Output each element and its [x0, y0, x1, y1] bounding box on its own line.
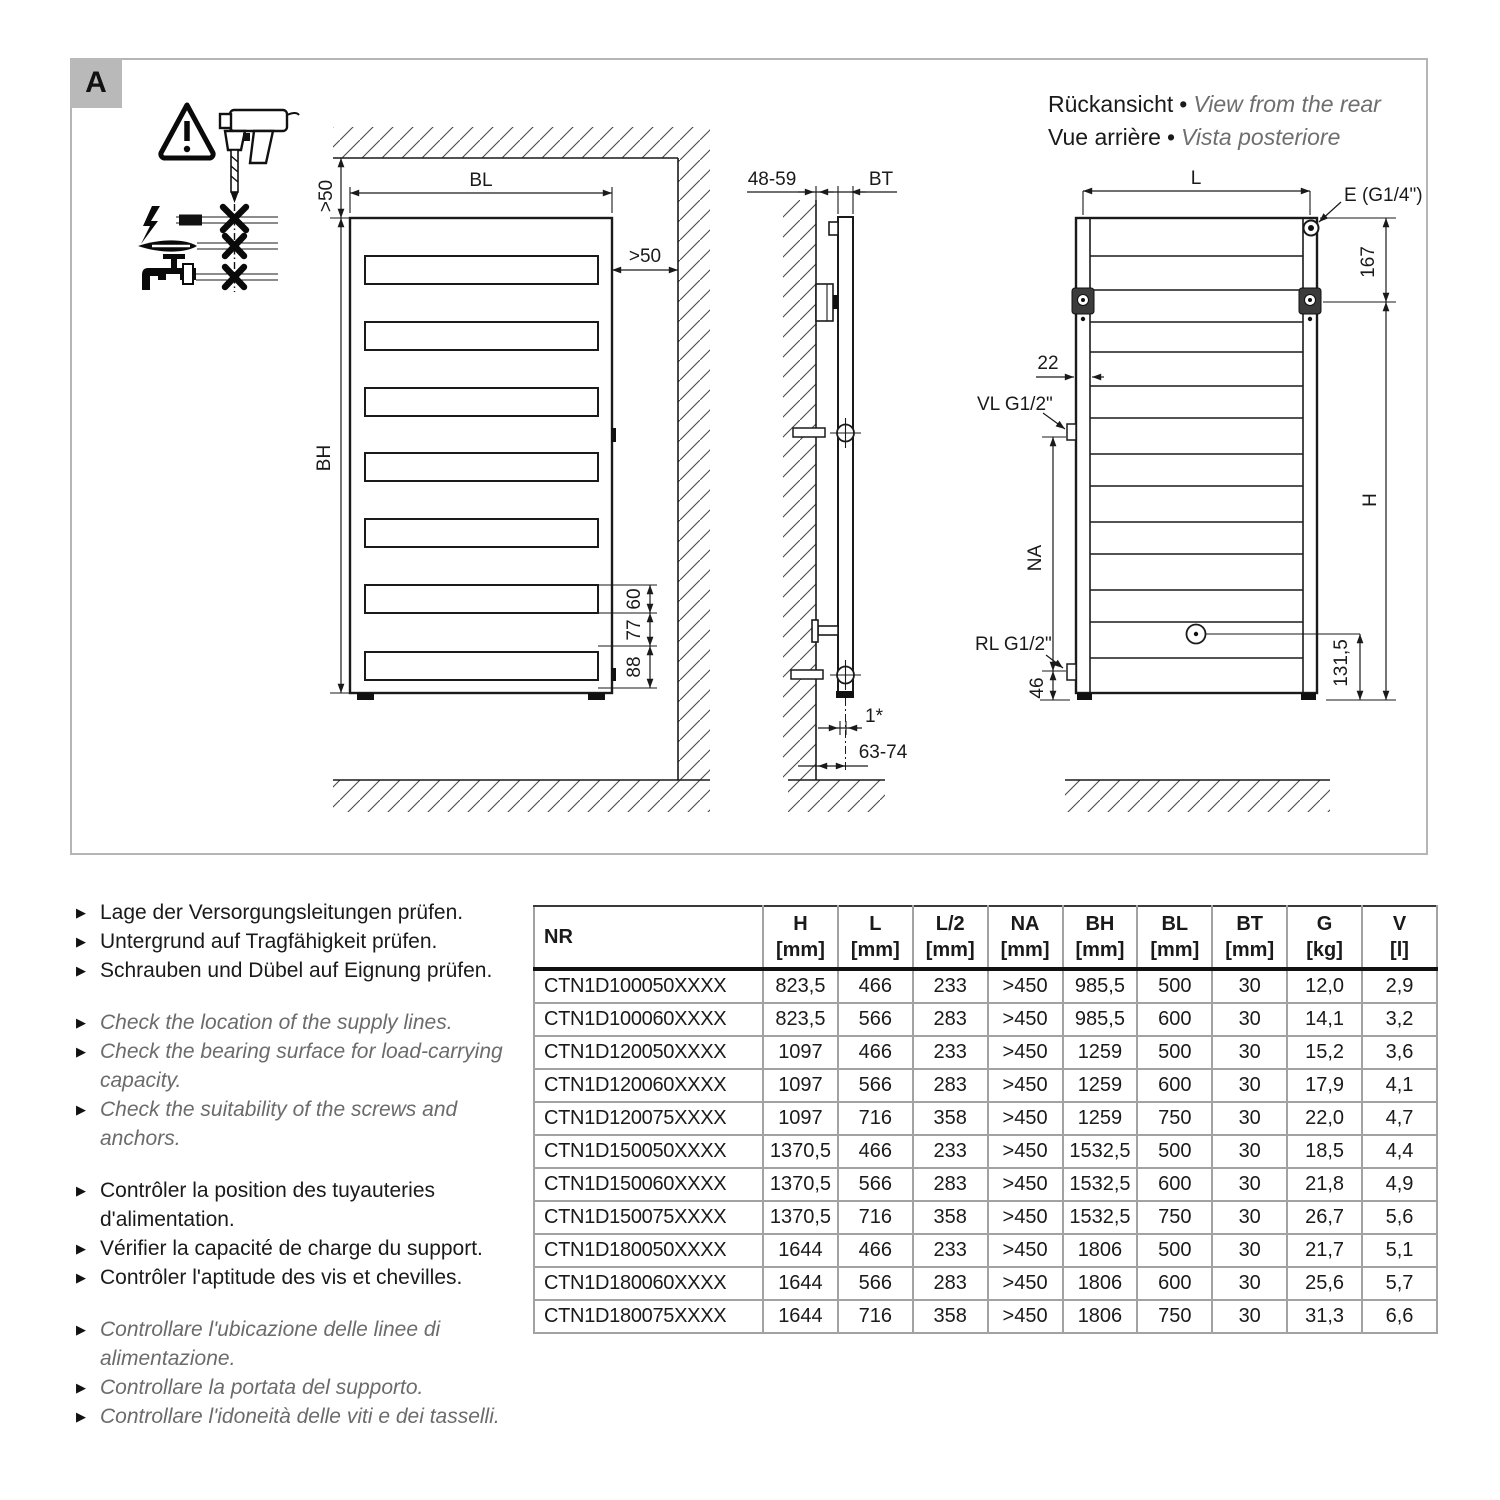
table-cell: 4,4 [1362, 1135, 1437, 1168]
table-header-bl: BL [mm] [1137, 906, 1212, 969]
table-row [534, 1102, 1437, 1135]
table-cell: 1806 [1063, 1300, 1138, 1333]
instruction-item [76, 1037, 528, 1095]
table-cell: 30 [1212, 1069, 1287, 1102]
table-cell: 358 [913, 1300, 988, 1333]
table-header-bt: BT [mm] [1212, 906, 1287, 969]
instruction-item [76, 1373, 528, 1402]
table-cell: 358 [913, 1201, 988, 1234]
table-cell: 30 [1212, 1201, 1287, 1234]
dim-60: 60 [624, 588, 645, 610]
instruction-text: Controllare la portata del supporto. [100, 1376, 424, 1399]
dim-131-5: 131,5 [1331, 639, 1352, 687]
table-cell: 1370,5 [763, 1201, 838, 1234]
table-cell: >450 [988, 1135, 1063, 1168]
table-cell: 6,6 [1362, 1300, 1437, 1333]
instruction-text: Untergrund auf Tragfähigkeit prüfen. [100, 930, 438, 953]
table-cell-nr: CTN1D100050XXXX [534, 969, 763, 1003]
bullet-triangle-icon: ▶ [76, 1102, 86, 1117]
table-cell: 823,5 [763, 969, 838, 1003]
rear-view [975, 168, 1423, 812]
table-cell: >450 [988, 1102, 1063, 1135]
table-cell: 466 [838, 1036, 913, 1069]
table-cell: 5,6 [1362, 1201, 1437, 1234]
electric-line-icon [141, 206, 278, 244]
table-cell: >450 [988, 1300, 1063, 1333]
table-cell: >450 [988, 1003, 1063, 1036]
table-cell: 1532,5 [1063, 1201, 1138, 1234]
no-drill-x-marks [223, 207, 246, 287]
table-cell: 1259 [1063, 1102, 1138, 1135]
instruction-item [76, 1008, 528, 1037]
instruction-text: Contrôler l'aptitude des vis et chevilles. [100, 1266, 463, 1289]
side-view [747, 169, 908, 812]
table-cell: 30 [1212, 1003, 1287, 1036]
instruction-text: Contrôler la position des tuyauteries d'alimentation. [100, 1179, 436, 1231]
dim-46: 46 [1027, 677, 1048, 699]
table-cell: 30 [1212, 1267, 1287, 1300]
table-cell-nr: CTN1D120075XXXX [534, 1102, 763, 1135]
dim-48-59: 48-59 [747, 169, 797, 190]
panel-a-label: A [70, 58, 122, 108]
table-cell: 358 [913, 1102, 988, 1135]
instruction-item [76, 956, 528, 985]
table-cell: 566 [838, 1168, 913, 1201]
instruction-text: Lage der Versorgungsleitungen prüfen. [100, 901, 464, 924]
bullet-triangle-icon: ▶ [76, 1270, 86, 1285]
technical-drawing [72, 60, 1426, 853]
dim-e-valve: E (G1/4") [1344, 185, 1423, 206]
caption-en: View from the rear [1193, 91, 1381, 117]
table-cell: 283 [913, 1267, 988, 1300]
table-header-l: L [mm] [838, 906, 913, 969]
table-header-l2: L/2 [mm] [913, 906, 988, 969]
table-cell: 466 [838, 969, 913, 1003]
dim-167: 167 [1358, 246, 1379, 278]
table-header-bh: BH [mm] [1063, 906, 1138, 969]
caption-de: Rückansicht [1048, 91, 1174, 117]
table-cell: 716 [838, 1300, 913, 1333]
table-cell: 17,9 [1287, 1069, 1362, 1102]
bullet-triangle-icon: ▶ [76, 1044, 86, 1059]
table-cell: 283 [913, 1003, 988, 1036]
instruction-item [76, 1315, 528, 1373]
table-cell: 600 [1137, 1003, 1212, 1036]
table-header-v: V [l] [1362, 906, 1437, 969]
table-row [534, 1036, 1437, 1069]
table-cell: 500 [1137, 1135, 1212, 1168]
table-cell-nr: CTN1D150075XXXX [534, 1201, 763, 1234]
table-cell: 30 [1212, 1234, 1287, 1267]
table-cell: 985,5 [1063, 969, 1138, 1003]
table-cell: 1532,5 [1063, 1168, 1138, 1201]
table-cell: 26,7 [1287, 1201, 1362, 1234]
dim-88: 88 [624, 656, 645, 678]
bullet-triangle-icon: ▶ [76, 1015, 86, 1030]
table-cell: >450 [988, 1234, 1063, 1267]
instruction-text: Controllare l'idoneità delle viti e dei tasselli. [100, 1405, 500, 1428]
instruction-item [76, 1095, 528, 1153]
table-cell: 1532,5 [1063, 1135, 1138, 1168]
drill-icon [220, 110, 299, 203]
table-cell: 466 [838, 1234, 913, 1267]
table-row [534, 1135, 1437, 1168]
table-cell: >450 [988, 1267, 1063, 1300]
table-cell: 30 [1212, 1036, 1287, 1069]
instruction-group-fr [76, 1176, 528, 1292]
table-cell: 4,7 [1362, 1102, 1437, 1135]
table-cell: 1259 [1063, 1036, 1138, 1069]
table-cell: 30 [1212, 1300, 1287, 1333]
table-cell: 1097 [763, 1036, 838, 1069]
spec-table [533, 905, 1438, 1334]
table-cell: 600 [1137, 1267, 1212, 1300]
instruction-item [76, 1234, 528, 1263]
table-cell: 600 [1137, 1168, 1212, 1201]
table-cell: 18,5 [1287, 1135, 1362, 1168]
table-row [534, 1234, 1437, 1267]
table-cell: 566 [838, 1069, 913, 1102]
table-cell: 283 [913, 1069, 988, 1102]
table-cell: 30 [1212, 1168, 1287, 1201]
instruction-group-it [76, 1315, 528, 1431]
figure-panel [70, 58, 1428, 855]
table-cell: 500 [1137, 1036, 1212, 1069]
table-cell: 3,6 [1362, 1036, 1437, 1069]
table-row [534, 1168, 1437, 1201]
instruction-text: Controllare l'ubicazione delle linee di alimentazione. [100, 1318, 441, 1370]
dim-l: L [1190, 168, 1202, 189]
table-cell-nr: CTN1D180075XXXX [534, 1300, 763, 1333]
table-row [534, 969, 1437, 1003]
front-view [314, 127, 710, 812]
table-cell: 2,9 [1362, 969, 1437, 1003]
table-header-h: H [mm] [763, 906, 838, 969]
table-cell: 716 [838, 1201, 913, 1234]
table-cell: 30 [1212, 969, 1287, 1003]
table-cell: 5,7 [1362, 1267, 1437, 1300]
table-header-g: G [kg] [1287, 906, 1362, 969]
table-cell: >450 [988, 1168, 1063, 1201]
table-row [534, 1267, 1437, 1300]
instruction-group-de [76, 898, 528, 985]
bullet-triangle-icon: ▶ [76, 905, 86, 920]
table-cell: 600 [1137, 1069, 1212, 1102]
table-cell: 823,5 [763, 1003, 838, 1036]
bullet-triangle-icon: ▶ [76, 1183, 86, 1198]
instruction-text: Check the suitability of the screws and anchors. [100, 1098, 458, 1150]
table-cell: 22,0 [1287, 1102, 1362, 1135]
table-cell-nr: CTN1D180060XXXX [534, 1267, 763, 1300]
dim-bt: BT [868, 169, 894, 190]
instruction-text: Vérifier la capacité de charge du support. [100, 1237, 483, 1260]
dim-gt50-right: >50 [628, 246, 662, 267]
dim-gt50-top: >50 [316, 179, 337, 213]
table-cell: 21,7 [1287, 1234, 1362, 1267]
table-cell: 14,1 [1287, 1003, 1362, 1036]
instruction-text: Check the location of the supply lines. [100, 1011, 453, 1034]
dim-63-74: 63-74 [858, 742, 908, 763]
bullet-triangle-icon: ▶ [76, 1322, 86, 1337]
table-cell: 1097 [763, 1102, 838, 1135]
table-cell: >450 [988, 1201, 1063, 1234]
table-cell: 750 [1137, 1102, 1212, 1135]
bullet-triangle-icon: ▶ [76, 963, 86, 978]
table-cell: 30 [1212, 1135, 1287, 1168]
instruction-list [76, 898, 528, 1454]
table-cell: 500 [1137, 969, 1212, 1003]
table-cell: 4,1 [1362, 1069, 1437, 1102]
table-cell: 233 [913, 1036, 988, 1069]
table-cell: 750 [1137, 1201, 1212, 1234]
table-cell: 750 [1137, 1300, 1212, 1333]
table-row [534, 1300, 1437, 1333]
bullet-triangle-icon: ▶ [76, 934, 86, 949]
table-cell: 15,2 [1287, 1036, 1362, 1069]
bullet-triangle-icon: ▶ [76, 1380, 86, 1395]
caption-fr: Vue arrière [1048, 124, 1161, 150]
table-cell: >450 [988, 1069, 1063, 1102]
table-cell: >450 [988, 969, 1063, 1003]
table-cell: 1644 [763, 1267, 838, 1300]
table-cell: 985,5 [1063, 1003, 1138, 1036]
dim-22: 22 [1037, 353, 1059, 374]
instruction-group-en [76, 1008, 528, 1153]
dim-1star: 1* [865, 706, 883, 727]
table-cell: 566 [838, 1267, 913, 1300]
table-cell: 3,2 [1362, 1003, 1437, 1036]
bullet-triangle-icon: ▶ [76, 1241, 86, 1256]
table-cell: 25,6 [1287, 1267, 1362, 1300]
table-row [534, 1069, 1437, 1102]
instruction-item [76, 1402, 528, 1431]
bullet-triangle-icon: ▶ [76, 1409, 86, 1424]
table-cell: 716 [838, 1102, 913, 1135]
instruction-item [76, 927, 528, 956]
table-cell: 4,9 [1362, 1168, 1437, 1201]
table-cell: 566 [838, 1003, 913, 1036]
instruction-item [76, 1263, 528, 1292]
table-cell: 233 [913, 1135, 988, 1168]
table-cell: 1806 [1063, 1267, 1138, 1300]
instruction-item [76, 1176, 528, 1234]
table-cell: 1259 [1063, 1069, 1138, 1102]
dim-h: H [1360, 493, 1381, 507]
table-row [534, 1201, 1437, 1234]
table-cell-nr: CTN1D120060XXXX [534, 1069, 763, 1102]
table-cell: 1644 [763, 1234, 838, 1267]
dim-na: NA [1025, 544, 1046, 572]
table-header-na: NA [mm] [988, 906, 1063, 969]
table-cell: 1806 [1063, 1234, 1138, 1267]
table-cell: 466 [838, 1135, 913, 1168]
table-cell: 1097 [763, 1069, 838, 1102]
table-cell: 1370,5 [763, 1135, 838, 1168]
rear-view-caption: Rückansicht • View from the rear Vue arrière • Vista posteriore [1048, 91, 1381, 150]
dim-rl: RL G1/2" [975, 634, 1052, 655]
table-cell-nr: CTN1D100060XXXX [534, 1003, 763, 1036]
dim-bh: BH [314, 444, 335, 472]
table-header-nr: NR [534, 906, 763, 969]
table-cell: 5,1 [1362, 1234, 1437, 1267]
table-cell: >450 [988, 1036, 1063, 1069]
instruction-item [76, 898, 528, 927]
water-tap-icon [142, 254, 278, 290]
instruction-text: Schrauben und Dübel auf Eignung prüfen. [100, 959, 493, 982]
warning-triangle-icon [161, 105, 213, 158]
table-cell: 1644 [763, 1300, 838, 1333]
table-cell: 233 [913, 1234, 988, 1267]
table-cell: 31,3 [1287, 1300, 1362, 1333]
table-cell-nr: CTN1D150060XXXX [534, 1168, 763, 1201]
table-cell: 30 [1212, 1102, 1287, 1135]
dim-77: 77 [624, 619, 645, 641]
table-cell: 1370,5 [763, 1168, 838, 1201]
table-cell-nr: CTN1D120050XXXX [534, 1036, 763, 1069]
table-row [534, 1003, 1437, 1036]
dim-bl: BL [469, 170, 493, 191]
table-cell-nr: CTN1D150050XXXX [534, 1135, 763, 1168]
table-cell: 233 [913, 969, 988, 1003]
table-cell: 21,8 [1287, 1168, 1362, 1201]
instruction-text: Check the bearing surface for load-carrying capacity. [100, 1040, 503, 1092]
table-cell: 283 [913, 1168, 988, 1201]
table-cell: 500 [1137, 1234, 1212, 1267]
gas-line-icon [138, 240, 278, 251]
table-cell: 12,0 [1287, 969, 1362, 1003]
dim-vl: VL G1/2" [977, 394, 1053, 415]
caption-it: Vista posteriore [1181, 124, 1341, 150]
table-cell-nr: CTN1D180050XXXX [534, 1234, 763, 1267]
